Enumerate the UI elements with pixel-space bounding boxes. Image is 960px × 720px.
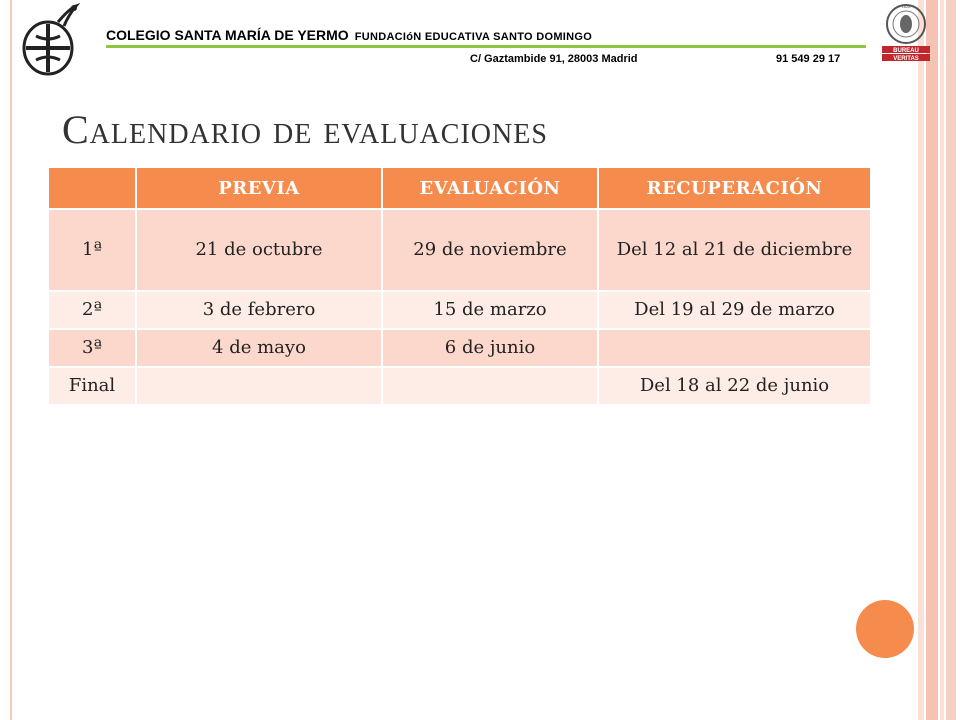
seal-text-bureau: BUREAU	[893, 48, 919, 54]
header-divider	[106, 45, 866, 48]
column-header: RECUPERACIÓN	[598, 168, 870, 209]
bureau-veritas-seal-icon	[880, 2, 932, 62]
table-cell	[136, 367, 382, 405]
table-cell: Del 12 al 21 de diciembre	[598, 209, 870, 291]
table-cell	[598, 329, 870, 367]
foundation-name: FUNDACIóN EDUCATIVA SANTO DOMINGO	[354, 31, 593, 43]
table-cell: 29 de noviembre	[382, 209, 598, 291]
evaluation-calendar-table	[47, 168, 869, 406]
table-cell: 6 de junio	[382, 329, 598, 367]
table-row	[48, 291, 870, 329]
table-row	[48, 209, 870, 291]
table-row	[48, 367, 870, 405]
school-address: C/ Gaztambide 91, 28003 Madrid	[470, 53, 638, 65]
seal-year: 1828	[901, 4, 911, 9]
table-cell	[382, 367, 598, 405]
table-cell: Del 19 al 29 de marzo	[598, 291, 870, 329]
table-cell: 3 de febrero	[136, 291, 382, 329]
table-header-row	[48, 168, 870, 209]
left-border	[10, 0, 12, 720]
page-title: Calendario de evaluaciones	[62, 107, 548, 152]
school-name: COLEGIO SANTA MARÍA DE YERMO	[106, 27, 349, 43]
table-cell: 15 de marzo	[382, 291, 598, 329]
table-cell: 2ª	[48, 291, 136, 329]
column-header: EVALUACIÓN	[382, 168, 598, 209]
school-phone: 91 549 29 17	[776, 53, 841, 65]
table-cell: 4 de mayo	[136, 329, 382, 367]
table-cell: 21 de octubre	[136, 209, 382, 291]
column-header: PREVIA	[136, 168, 382, 209]
decorative-orange-circle	[856, 600, 914, 658]
table-cell: Del 18 al 22 de junio	[598, 367, 870, 405]
table-cell: Final	[48, 367, 136, 405]
column-header	[48, 168, 136, 209]
seal-text-veritas: VERITAS	[893, 56, 919, 62]
school-emblem-icon	[18, 2, 84, 76]
table-cell: 1ª	[48, 209, 136, 291]
table-cell: 3ª	[48, 329, 136, 367]
table-row	[48, 329, 870, 367]
right-decorative-stripes	[918, 0, 960, 720]
school-header	[106, 27, 592, 43]
